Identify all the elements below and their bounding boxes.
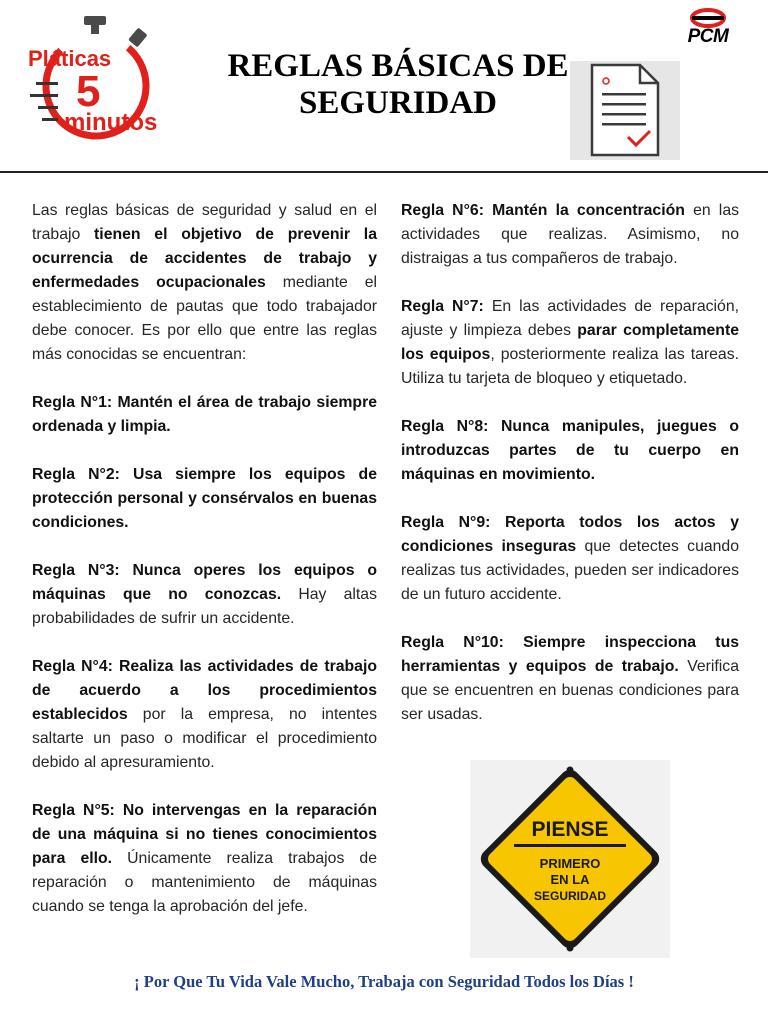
rule-10-text: Verifica que se encuentren en buenas condiciones para ser usadas. bbox=[401, 658, 739, 723]
logo-line3: minutos bbox=[64, 109, 158, 136]
rule-5-text: Únicamente realiza trabajos de reparación o mantenimiento de máquinas cuando se tenga la aprobación del jefe. bbox=[32, 850, 378, 915]
rule-9-text: que detectes cuando realizas tus actividades, pueden ser indicadores de un futuro accidente. bbox=[401, 538, 739, 603]
rule-10-bold: Regla N°10: Siempre inspecciona tus herramientas y equipos de trabajo. bbox=[401, 634, 739, 675]
rule-7 bbox=[401, 295, 739, 391]
pcm-brand-logo bbox=[678, 8, 738, 48]
page-title: REGLAS BÁSICAS DE SEGURIDAD bbox=[227, 48, 569, 121]
rule-1-bold: Regla N°1: Mantén el área de trabajo siempre ordenada y limpia. bbox=[32, 394, 377, 435]
intro-text-1: Las reglas básicas de seguridad y salud en el trabajo bbox=[32, 202, 377, 243]
rule-3-bold: Regla N°3: Nunca operes los equipos o máquinas que no conozcas. bbox=[32, 562, 377, 603]
rule-9-bold: Regla N°9: Reporta todos los actos y condiciones inseguras bbox=[401, 514, 739, 555]
sign-line3: EN LA bbox=[550, 872, 590, 887]
rule-7-bold-2: parar completamente los equipos bbox=[401, 322, 739, 363]
rule-5-bold: Regla N°5: No intervengas en la reparación de una máquina si no tienes conocimientos para ello. bbox=[32, 802, 377, 867]
rule-7-text-1: En las actividades de reparación, ajuste y limpieza debes bbox=[401, 298, 740, 339]
rule-4-bold: Regla N°4: Realiza las actividades de trabajo de acuerdo a los procedimientos establecidos bbox=[32, 658, 377, 723]
rule-7-bold-1: Regla N°7: bbox=[401, 298, 484, 315]
header-divider bbox=[0, 171, 768, 173]
logo-line2: 5 bbox=[76, 67, 101, 116]
footer-slogan: ¡ Por Que Tu Vida Vale Mucho, Trabaja con Seguridad Todos los Días ! bbox=[134, 972, 634, 991]
rule-4 bbox=[32, 655, 377, 775]
rule-6-text: en las actividades que realizas. Asimismo, no distraigas a tus compañeros de trabajo. bbox=[401, 202, 740, 267]
safety-sign-image bbox=[470, 760, 670, 958]
rule-8-bold: Regla N°8: Nunca manipules, juegues o introduzcas partes de tu cuerpo en máquinas en movimiento. bbox=[401, 418, 739, 483]
rule-2-bold: Regla N°2: Usa siempre los equipos de protección personal y consérvalos en buenas condiciones. bbox=[32, 466, 377, 531]
sign-line2: PRIMERO bbox=[539, 856, 601, 871]
rule-4-text: por la empresa, no intentes saltarte un paso o modificar el procedimiento debido al apresuramiento. bbox=[32, 706, 377, 771]
intro-paragraph bbox=[32, 199, 377, 367]
document-check-icon bbox=[570, 61, 680, 160]
sign-line1: PIENSE bbox=[531, 818, 609, 841]
rule-8 bbox=[401, 415, 739, 487]
intro-bold: tienen el objetivo de prevenir la ocurrencia de accidentes de trabajo y enfermedades ocupacionales bbox=[32, 226, 377, 291]
rule-3-text: Hay altas probabilidades de sufrir un accidente. bbox=[32, 586, 377, 627]
left-column bbox=[32, 199, 377, 943]
brand-name: PCM bbox=[687, 26, 729, 47]
rule-10 bbox=[401, 631, 739, 727]
sign-line4: SEGURIDAD bbox=[533, 889, 607, 903]
rule-1 bbox=[32, 391, 377, 439]
rule-2 bbox=[32, 463, 377, 535]
right-column bbox=[401, 199, 739, 751]
pcm-eye-icon bbox=[688, 8, 728, 28]
rule-6-bold: Regla N°6: Mantén la concentración bbox=[401, 202, 685, 219]
rule-5 bbox=[32, 799, 377, 919]
rule-6 bbox=[401, 199, 739, 271]
platicas-logo bbox=[24, 14, 196, 140]
rule-7-text-2: , posteriormente realiza las tareas. Utiliza tu tarjeta de bloqueo y etiquetado. bbox=[401, 346, 739, 387]
rule-3 bbox=[32, 559, 377, 631]
intro-text-2: mediante el establecimiento de pautas que todo trabajador debe conocer. Es por ello que entre las reglas más conocidas se encuentran: bbox=[32, 274, 377, 363]
logo-line1: Pláticas bbox=[28, 46, 112, 71]
rule-9 bbox=[401, 511, 739, 607]
